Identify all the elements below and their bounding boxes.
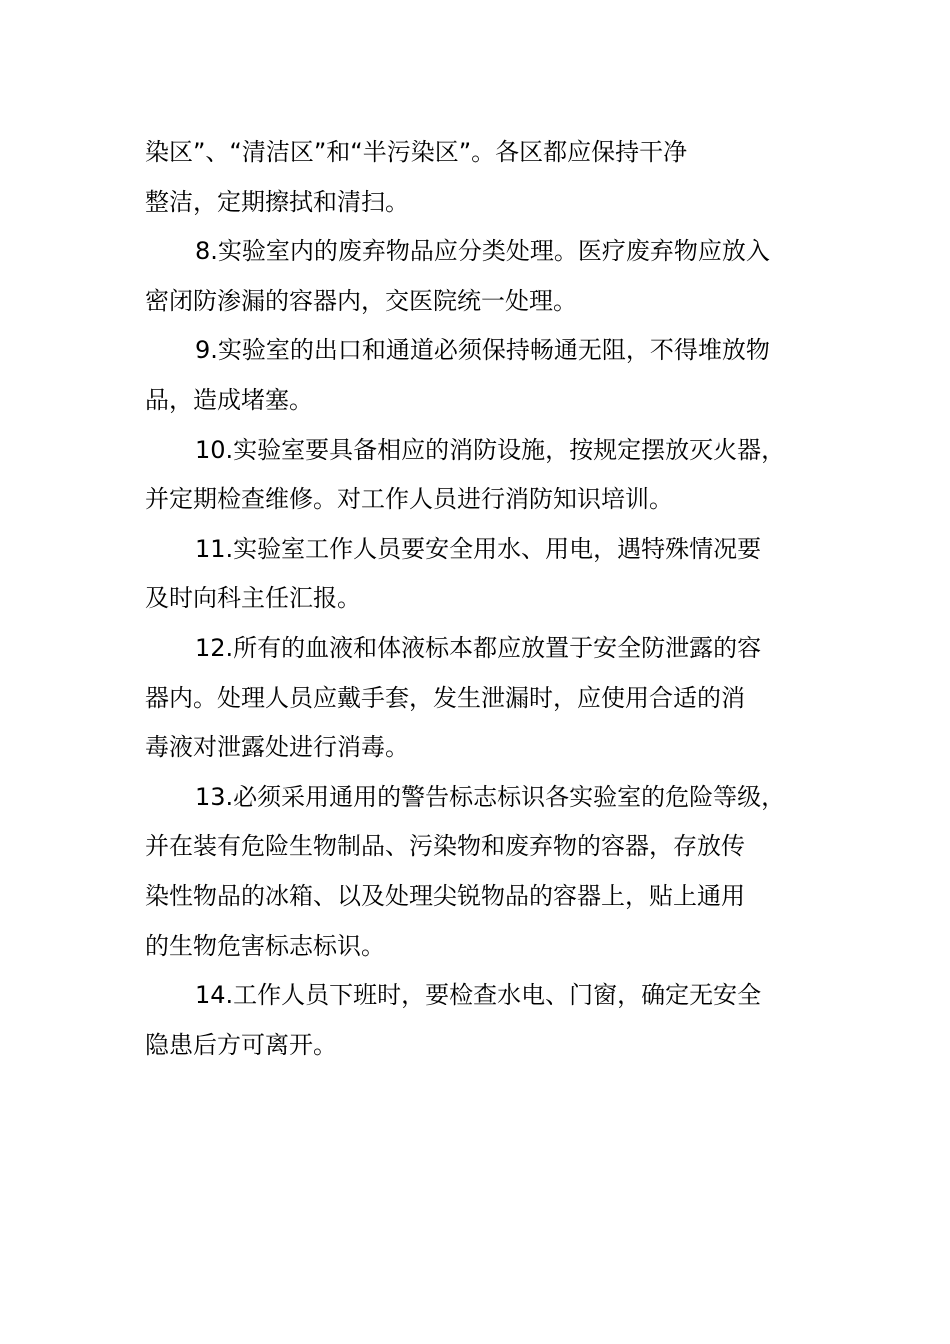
text-line: 13.必须采用通用的警告标志标识各实验室的危险等级， — [195, 782, 786, 811]
text-line: 隐患后方可离开。 — [145, 1030, 337, 1059]
text-line: 12.所有的血液和体液标本都应放置于安全防泄露的容 — [195, 633, 762, 662]
document-body — [145, 128, 815, 1070]
text-line: 14.工作人员下班时，要检查水电、门窗，确定无安全 — [195, 981, 762, 1010]
text-line: 并在装有危险生物制品、污染物和废弃物的容器，存放传 — [145, 832, 745, 861]
text-line: 11.实验室工作人员要安全用水、用电，遇特殊情况要 — [195, 534, 762, 563]
paragraph-item-8 — [145, 227, 815, 326]
text-line: 9.实验室的出口和通道必须保持畅通无阻，不得堆放物 — [195, 336, 770, 365]
paragraph-continuation — [145, 128, 815, 227]
text-line: 染性物品的冰箱、以及处理尖锐物品的容器上，贴上通用 — [145, 881, 745, 910]
text-line: 整洁，定期擦拭和清扫。 — [145, 187, 409, 216]
text-line: 密闭防渗漏的容器内，交医院统一处理。 — [145, 286, 577, 315]
text-line: 10.实验室要具备相应的消防设施，按规定摆放灭火器， — [195, 435, 786, 464]
text-line: 的生物危害标志标识。 — [145, 931, 385, 960]
text-line: 毒液对泄露处进行消毒。 — [145, 733, 409, 762]
paragraph-item-9 — [145, 326, 815, 425]
text-line: 并定期检查维修。对工作人员进行消防知识培训。 — [145, 485, 673, 514]
paragraph-item-12 — [145, 624, 815, 773]
paragraph-item-10 — [145, 426, 815, 525]
text-line: 染区”、“清洁区”和“半污染区”。各区都应保持干净 — [145, 138, 688, 166]
text-line: 8.实验室内的废弃物品应分类处理。医疗废弃物应放入 — [195, 237, 770, 266]
text-line: 及时向科主任汇报。 — [145, 584, 361, 613]
paragraph-item-13 — [145, 773, 815, 971]
text-line: 品，造成堵塞。 — [145, 385, 313, 414]
paragraph-item-11 — [145, 525, 815, 624]
paragraph-item-14 — [145, 971, 815, 1070]
text-line: 器内。处理人员应戴手套，发生泄漏时，应使用合适的消 — [145, 683, 745, 712]
